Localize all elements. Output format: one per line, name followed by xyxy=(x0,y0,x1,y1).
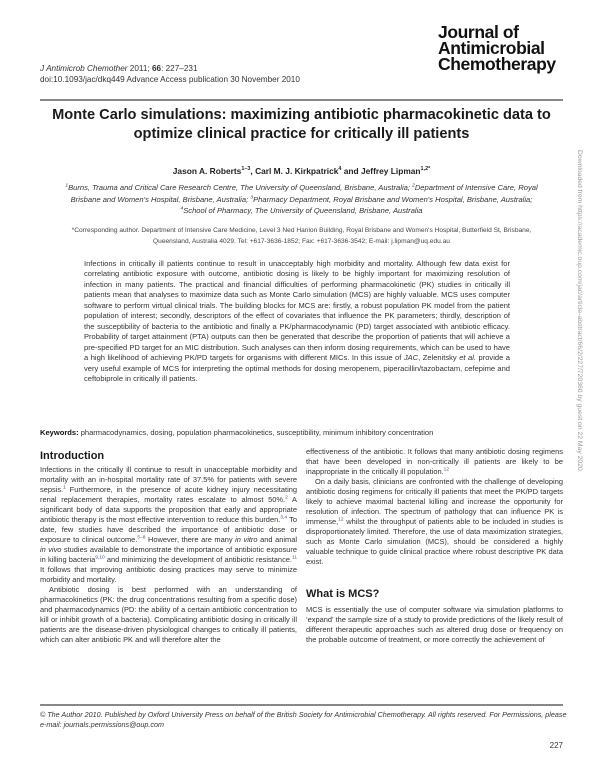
affiliation: School of Pharmacy, The University of Queensland, Brisbane, Australia xyxy=(183,206,423,215)
italic-text: et al. xyxy=(459,353,476,363)
italic-text: JAC xyxy=(403,353,419,363)
paragraph xyxy=(40,465,297,585)
left-column xyxy=(40,451,297,645)
affiliation: Department of Intensive Care, Royal Brisbane and Women's Hospital, Brisbane, Australia; xyxy=(70,183,538,204)
author-affil-sup: 1–3 xyxy=(241,166,251,173)
section-heading-what-is-mcs: What is MCS? xyxy=(306,588,380,600)
right-column xyxy=(306,447,563,645)
text-run: provide a very useful example of MCS for interpreting the optimal methods for dosing meropenem, piperacillin/tazobactam, cefepime and ceftobiprole in critically ill patients. xyxy=(84,353,510,383)
author-affil-sup: 4 xyxy=(338,166,342,173)
text-run: and animal xyxy=(257,535,297,544)
author-name: Jason A. Roberts xyxy=(172,166,242,176)
corresponding-author: *Corresponding author. Department of Intensive Care Medicine, Level 3 Ned Hanlon Building, Royal Brisbane and Women's Hospital, Butterfield St, Brisbane, Queensland, Australia 4029. Tel: +617-3636-1852; Fax: +617-3636-3542; E-mail: j.lipman@uq.edu.au xyxy=(71,227,532,245)
text-run: Infections in critically ill patients continue to result in unacceptably high morbidity and mortality. Although few data exist for correlating antibiotic exposure with outcome, antibiotic dosing is likely to be highly important for maximizing resolution of infection in many patients. The practical and financial difficulties of performing pharmacokinetic (PK) studies in critically ill patients mean that analyses to maximize data such as Monte Carlo simulation (MCS) are highly valuable. MCS uses computer software to perform virtual clinical trials. The building blocks for MCS are: firstly, a robust population PK model from the patient population of interest; secondly, descriptors of the effect of covariates that influence the PK parameters; thirdly, description of the susceptibility of bacteria to the antibiotic and finally a PK/pharmacodynamic (PD) target associated with antibiotic efficacy. Probability of target attainment (PTA) outputs can then be generated that describe the proportion of patients that will achieve a pre-specified PD target for an MIC distribution. Such analyses can then inform dosing requirements, which can be used to have a high likelihood of achieving PK/PD targets for organisms with different MICs. In this issue of xyxy=(84,259,510,363)
affiliations xyxy=(60,182,543,217)
footer-divider xyxy=(40,704,563,706)
paragraph xyxy=(306,447,563,477)
reference-citation: 12 xyxy=(338,517,344,523)
affiliation: Burns, Trauma and Critical Care Research Centre, The University of Queensland, Brisbane, Australia; xyxy=(68,183,413,192)
reference-citation: 11 xyxy=(292,555,298,561)
keywords-label: Keywords: xyxy=(40,428,79,437)
affil-sup: 2 xyxy=(412,183,415,189)
text-run: A significant body of data supports the proposition that early and appropriate antibiotic therapy is the most effective intervention to reduce this burden. xyxy=(40,495,297,524)
paragraph xyxy=(306,477,563,567)
text-run: studies available to demonstrate the importance of antibiotic exposure in killing bacteria xyxy=(40,545,297,564)
keywords-text: pharmacodynamics, dosing, population pharmacokinetics, susceptibility, minimum inhibitory concentration xyxy=(78,428,434,437)
text-run: and minimizing the development of antibiotic resistance. xyxy=(104,555,292,564)
italic-text: in vitro xyxy=(235,535,258,544)
text-run: On a daily basis, clinicians are confronted with the challenge of developing antibiotic dosing regimens for critically ill patients that meet the PK/PD targets likely to achieve maximal bacterial killing and increase the opportunity for resolution of infection. The spectrum of pathology that can influence PK is immense, xyxy=(306,477,563,526)
article-title: Monte Carlo simulations: maximizing antibiotic pharmacokinetic data to optimize clinical practice for critically ill patients xyxy=(52,107,551,142)
text-run: MCS is essentially the use of computer software via simulation platforms to ‘expand’ the sample size of a study to provide predictions of the likely result of different therapeutic approaches such as altered drug dose or frequency on the probable outcome of treatment, or more correctly the achievement of xyxy=(306,605,563,644)
logo-line: Chemotherapy xyxy=(438,54,556,74)
logo-line: Antimicrobial xyxy=(438,38,545,58)
text-run: It follows that improving antibiotic dosing practices may serve to minimize morbidity and mortality. xyxy=(40,565,297,584)
author-list xyxy=(40,166,563,176)
text-run: Antibiotic dosing is best performed with an understanding of pharmacokinetics (PK: the drug concentrations resulting from a specific dose) and pharmacodynamics (PD: the ability of a certain antibiotic concentration to kill or inhibit growth of a bacteria). Complicating antibiotic dosing in critically ill patients are the disease-driven physiological changes to critically ill patients, which can alter antibiotic PK and will therefore alter the xyxy=(40,585,297,644)
abstract xyxy=(84,259,510,384)
italic-text: in vivo xyxy=(40,545,62,554)
reference-citation: 3,4 xyxy=(280,515,288,521)
text-run: whilst the throughput of patients able to be included in studies is disproportionately limited. Therefore, the use of data maximization strategies, such as Monte Carlo simulation (MCS), should be considered a highly valuable technique to guide clinical practice where robust descriptive PK data exist. xyxy=(306,517,563,566)
keywords xyxy=(40,428,433,437)
author-sep: and xyxy=(341,166,361,176)
citation-header xyxy=(40,63,300,85)
paragraph xyxy=(40,585,297,645)
download-watermark: Downloaded from https://academic.oup.com/jac/article-abstract/66/2/227/720360 by guest on 22 May 2020 xyxy=(576,150,583,471)
text-run: To date, few studies have described the importance of antibiotic dose or exposure to clinical outcome. xyxy=(40,515,297,544)
reference-citation: 12 xyxy=(443,467,450,473)
paragraph xyxy=(306,605,563,645)
affiliation: Pharmacy Department, Royal Brisbane and Women's Hospital, Brisbane, Australia; xyxy=(253,194,533,204)
affil-sup: 1 xyxy=(65,183,69,189)
text-run: effectiveness of the antibiotic. It follows that many antibiotic dosing regimens that have been developed in non-critically ill patients are likely to be inappropriate in the critically ill population. xyxy=(306,447,563,476)
text-run: , Zelenitsky xyxy=(418,353,460,363)
section-heading-introduction: Introduction xyxy=(40,450,105,462)
reference-citation: 5–8 xyxy=(137,535,146,541)
journal-logo xyxy=(438,24,556,72)
header-divider xyxy=(40,99,563,101)
journal-abbrev: J Antimicrob Chemother xyxy=(40,64,128,73)
affil-sup: 3 xyxy=(250,194,254,200)
text-run: However, there are many xyxy=(145,535,236,544)
text-run: Infections in the critically ill continue to result in unacceptable morbidity and mortality with an in-hospital mortality rate of 37.5% for patients with severe sepsis. xyxy=(40,465,297,494)
author-sep: , xyxy=(250,166,256,176)
doi-line: doi:10.1093/jac/dkq449 Advance Access publication 30 November 2010 xyxy=(40,75,300,84)
reference-citation: 2 xyxy=(285,495,288,501)
reference-citation: 9,10 xyxy=(95,555,105,561)
copyright-notice: © The Author 2010. Published by Oxford University Press on behalf of the British Society for Antimicrobial Chemotherapy. All rights reserved. For Permissions, please e-mail: journals.permissions@oup.com xyxy=(40,710,567,729)
author-name: Carl M. J. Kirkpatrick xyxy=(255,166,339,176)
logo-line: Journal of xyxy=(438,22,519,42)
pages: : 227–231 xyxy=(161,64,198,73)
text-run: Furthermore, in the presence of acute kidney injury necessitating renal replacement therapies, mortality rates escalate to almost 50%. xyxy=(40,485,297,504)
affil-sup: 4 xyxy=(180,206,184,212)
page-number: 227 xyxy=(549,741,563,750)
volume: 66 xyxy=(151,64,162,73)
author-affil-sup: 1,2* xyxy=(420,166,431,173)
year: 2011; xyxy=(129,64,150,73)
reference-citation: 1 xyxy=(63,485,66,491)
author-name: Jeffrey Lipman xyxy=(360,166,421,176)
